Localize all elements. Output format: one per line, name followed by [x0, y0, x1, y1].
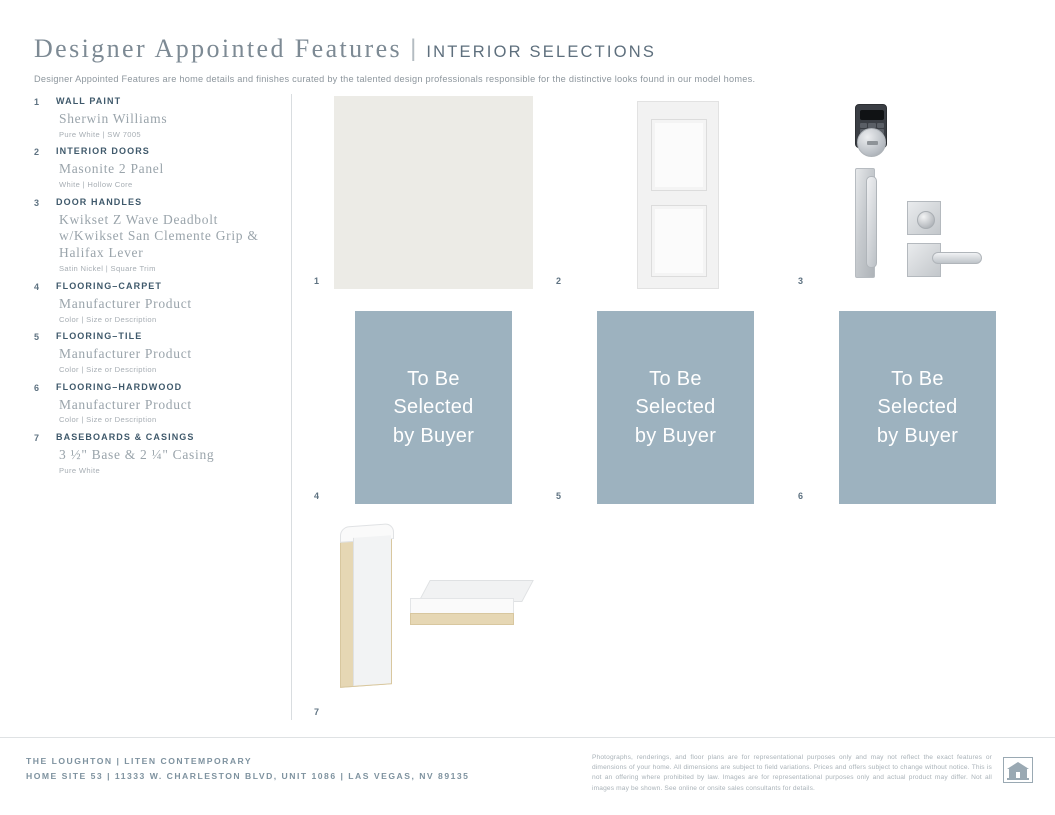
door-panel-upper [651, 119, 707, 191]
list-item-number: 5 [34, 332, 40, 343]
list-item-description: Pure White [59, 465, 101, 475]
placeholder-line-3: by Buyer [634, 424, 717, 447]
placeholder-line-3: by Buyer [876, 424, 959, 447]
list-item-category: FLOORING–HARDWOOD [56, 381, 183, 392]
deadbolt-cylinder-icon [857, 128, 886, 157]
casing-profile-icon [410, 580, 528, 624]
list-item [34, 197, 284, 274]
footer-line-1: THE LOUGHTON | LITEN CONTEMPORARY [26, 756, 253, 766]
list-item-product: 3 ½" Base & 2 ¼" Casing [59, 446, 215, 462]
list-item-category: DOOR HANDLES [56, 196, 143, 207]
list-item-number: 7 [34, 433, 40, 444]
list-item-product: Manufacturer Product [59, 396, 192, 412]
list-item-description: Satin Nickel | Square Trim [59, 264, 156, 274]
page-title-sub: INTERIOR SELECTIONS [426, 43, 657, 61]
hardwood-placeholder [839, 311, 996, 504]
list-item-number: 3 [34, 197, 40, 208]
carpet-placeholder [355, 311, 512, 504]
page-header [34, 34, 1014, 86]
footer-divider [0, 737, 1055, 738]
page-subtitle: Designer Appointed Features are home details and finishes curated by the talented design professionals responsible for the distinctive looks found in our model homes. [34, 74, 756, 84]
list-item-description: White | Hollow Core [59, 179, 133, 189]
footer-line-2: HOME SITE 53 | 11333 W. CHARLESTON BLVD, UNIT 1086 | LAS VEGAS, NV 89135 [26, 770, 470, 781]
list-item [34, 96, 284, 139]
list-item [34, 331, 284, 374]
list-item-category: WALL PAINT [56, 96, 122, 106]
paint-swatch-image [334, 96, 533, 289]
list-item-description: Color | Size or Description [59, 314, 157, 324]
placeholder-line-2: Selected [877, 396, 958, 419]
gallery-number-door: 2 [556, 276, 562, 286]
list-item-number: 4 [34, 282, 40, 293]
halifax-lever-icon [932, 252, 982, 264]
equal-housing-opportunity-icon [1003, 757, 1033, 783]
placeholder-line-2: Selected [635, 396, 716, 419]
list-item-description: Color | Size or Description [59, 415, 157, 425]
list-item-product: Manufacturer Product [59, 295, 192, 311]
gallery-number-baseboard: 7 [314, 707, 320, 717]
list-item-number: 1 [34, 97, 40, 107]
list-item-product: Sherwin Williams [59, 110, 168, 126]
placeholder-line-1: To Be [407, 367, 460, 390]
gallery-number-tile: 5 [556, 491, 562, 501]
page-title [34, 34, 1014, 64]
gallery-number-carpet: 4 [314, 491, 320, 501]
list-item [34, 432, 284, 475]
gallery-number-hardware: 3 [798, 276, 804, 286]
list-item-category: INTERIOR DOORS [56, 146, 150, 157]
grip-handle-icon [866, 176, 877, 268]
selections-list [34, 96, 284, 483]
list-item-category: FLOORING–CARPET [56, 281, 163, 292]
footer-disclaimer: Photographs, renderings, and floor plans are for representational purposes only and may not reflect the exact features or dimensions of your home. All dimensions are subject to field variations. Prices and offers subject to change without notice. This is not an offering where prohibited by law. Images are for representational purposes only and actual product may differ. Not all images may be shown. See online or onsite sales consultants for details. [592, 754, 992, 792]
vertical-divider [291, 94, 292, 720]
list-item [34, 146, 284, 189]
list-item-description: Pure White | SW 7005 [59, 129, 141, 139]
list-item-product: Masonite 2 Panel [59, 161, 164, 177]
list-item-number: 2 [34, 147, 40, 158]
escutcheon-icon [907, 201, 941, 235]
tile-placeholder [597, 311, 754, 504]
list-item-number: 6 [34, 382, 40, 393]
list-item [34, 382, 284, 425]
gallery-number-hardwood: 6 [798, 491, 804, 501]
baseboard-profile-icon [340, 534, 392, 688]
placeholder-line-2: Selected [393, 396, 474, 419]
placeholder-line-1: To Be [649, 367, 702, 390]
list-item-category: FLOORING–TILE [56, 331, 143, 342]
list-item-product: Kwikset Z Wave Deadbolt w/Kwikset San Clemente Grip & Halifax Lever [59, 211, 259, 261]
footer-community-info [26, 754, 469, 783]
placeholder-line-3: by Buyer [392, 424, 475, 447]
page-title-main: Designer Appointed Features [34, 34, 403, 63]
list-item-product: Manufacturer Product [59, 346, 192, 362]
gallery-number-paint: 1 [314, 276, 320, 286]
interior-door-image [637, 101, 719, 289]
list-item-description: Color | Size or Description [59, 365, 157, 374]
list-item [34, 281, 284, 324]
list-item-category: BASEBOARDS & CASINGS [56, 432, 195, 443]
page-title-divider: | [410, 35, 417, 62]
placeholder-line-1: To Be [891, 367, 944, 390]
door-panel-lower [651, 205, 707, 277]
